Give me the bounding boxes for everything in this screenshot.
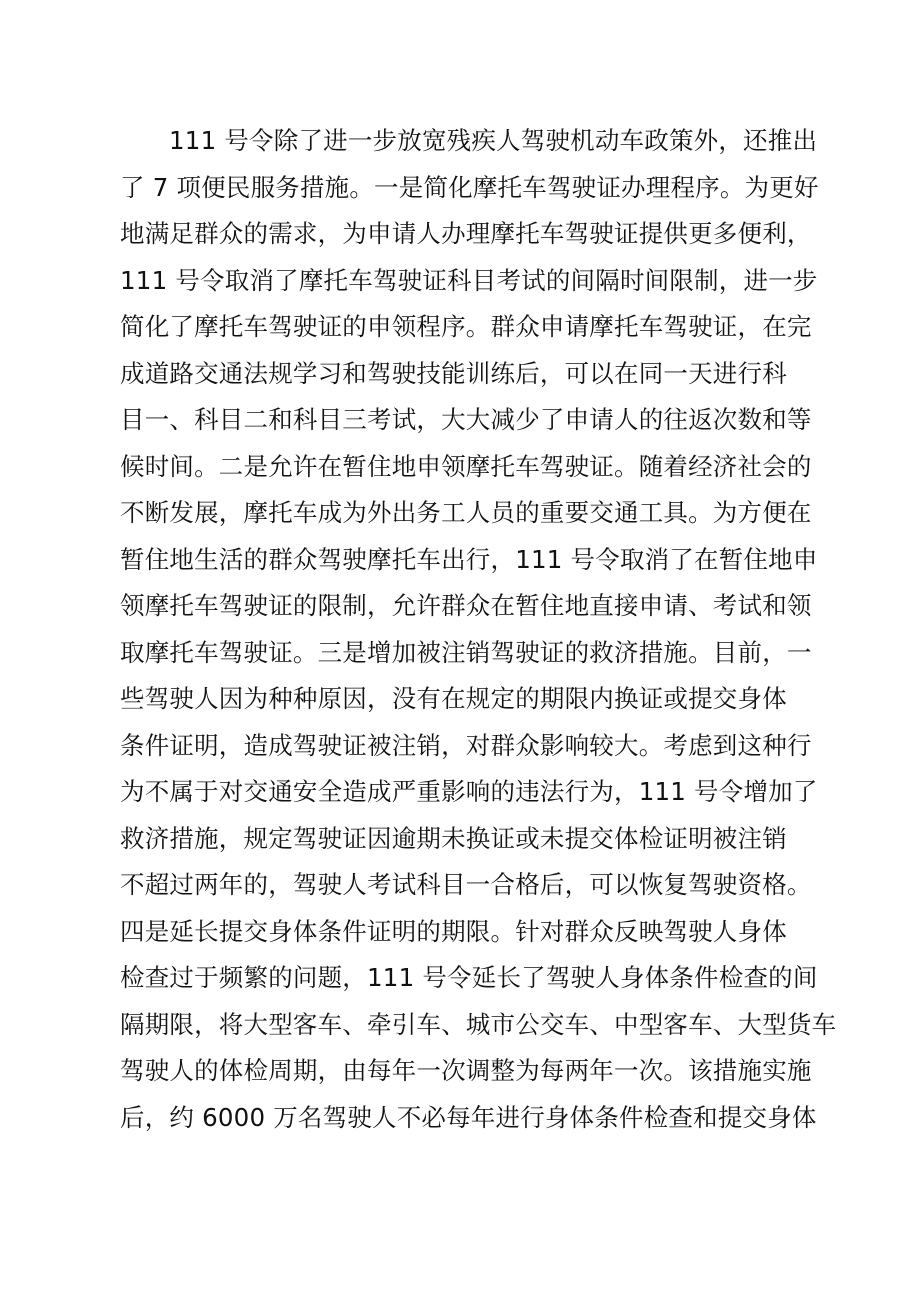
text-line: 为不属于对交通安全造成严重影响的违法行为，111 号令增加了 xyxy=(120,777,818,806)
text-line: 驾驶人的体检周期，由每年一次调整为每两年一次。该措施实施 xyxy=(120,1056,812,1085)
text-line: 111 号令除了进一步放宽残疾人驾驶机动车政策外，还推出 xyxy=(169,126,818,155)
text-line: 检查过于频繁的问题，111 号令延长了驾驶人身体条件检查的间 xyxy=(120,963,818,992)
text-line: 救济措施，规定驾驶证因逾期未换证或未提交体检证明被注销 xyxy=(120,823,787,853)
text-line: 候时间。二是允许在暂住地申领摩托车驾驶证。随着经济社会的 xyxy=(120,451,812,481)
text-line: 不断发展，摩托车成为外出务工人员的重要交通工具。为方便在 xyxy=(120,498,812,527)
text-line: 取摩托车驾驶证。三是增加被注销驾驶证的救济措施。目前，一 xyxy=(120,637,812,667)
text-line: 后，约 6000 万名驾驶人不必每年进行身体条件检查和提交身体 xyxy=(120,1102,817,1132)
body-paragraph xyxy=(120,118,837,1141)
text-line: 简化了摩托车驾驶证的申领程序。群众申请摩托车驾驶证，在完 xyxy=(120,312,812,341)
text-line: 成道路交通法规学习和驾驶技能训练后，可以在同一天进行科 xyxy=(120,358,787,388)
text-line: 四是延长提交身体条件证明的期限。针对群众反映驾驶人身体 xyxy=(120,916,787,946)
text-line: 不超过两年的，驾驶人考试科目一合格后，可以恢复驾驶资格。 xyxy=(120,870,812,899)
text-line: 些驾驶人因为种种原因，没有在规定的期限内换证或提交身体 xyxy=(120,684,787,713)
text-line: 领摩托车驾驶证的限制，允许群众在暂住地直接申请、考试和领 xyxy=(120,591,812,620)
text-line: 111 号令取消了摩托车驾驶证科目考试的间隔时间限制，进一步 xyxy=(120,265,818,295)
text-line: 隔期限，将大型客车、牵引车、城市公交车、中型客车、大型货车 xyxy=(120,1009,837,1039)
text-line: 了 7 项便民服务措施。一是简化摩托车驾驶证办理程序。为更好 xyxy=(120,172,819,202)
text-line: 暂住地生活的群众驾驶摩托车出行，111 号令取消了在暂住地申 xyxy=(120,544,818,574)
text-line: 条件证明，造成驾驶证被注销，对群众影响较大。考虑到这种行 xyxy=(120,730,812,760)
text-line: 目一、科目二和科目三考试，大大减少了申请人的往返次数和等 xyxy=(120,405,812,434)
text-line: 地满足群众的需求，为申请人办理摩托车驾驶证提供更多便利， xyxy=(120,219,812,248)
